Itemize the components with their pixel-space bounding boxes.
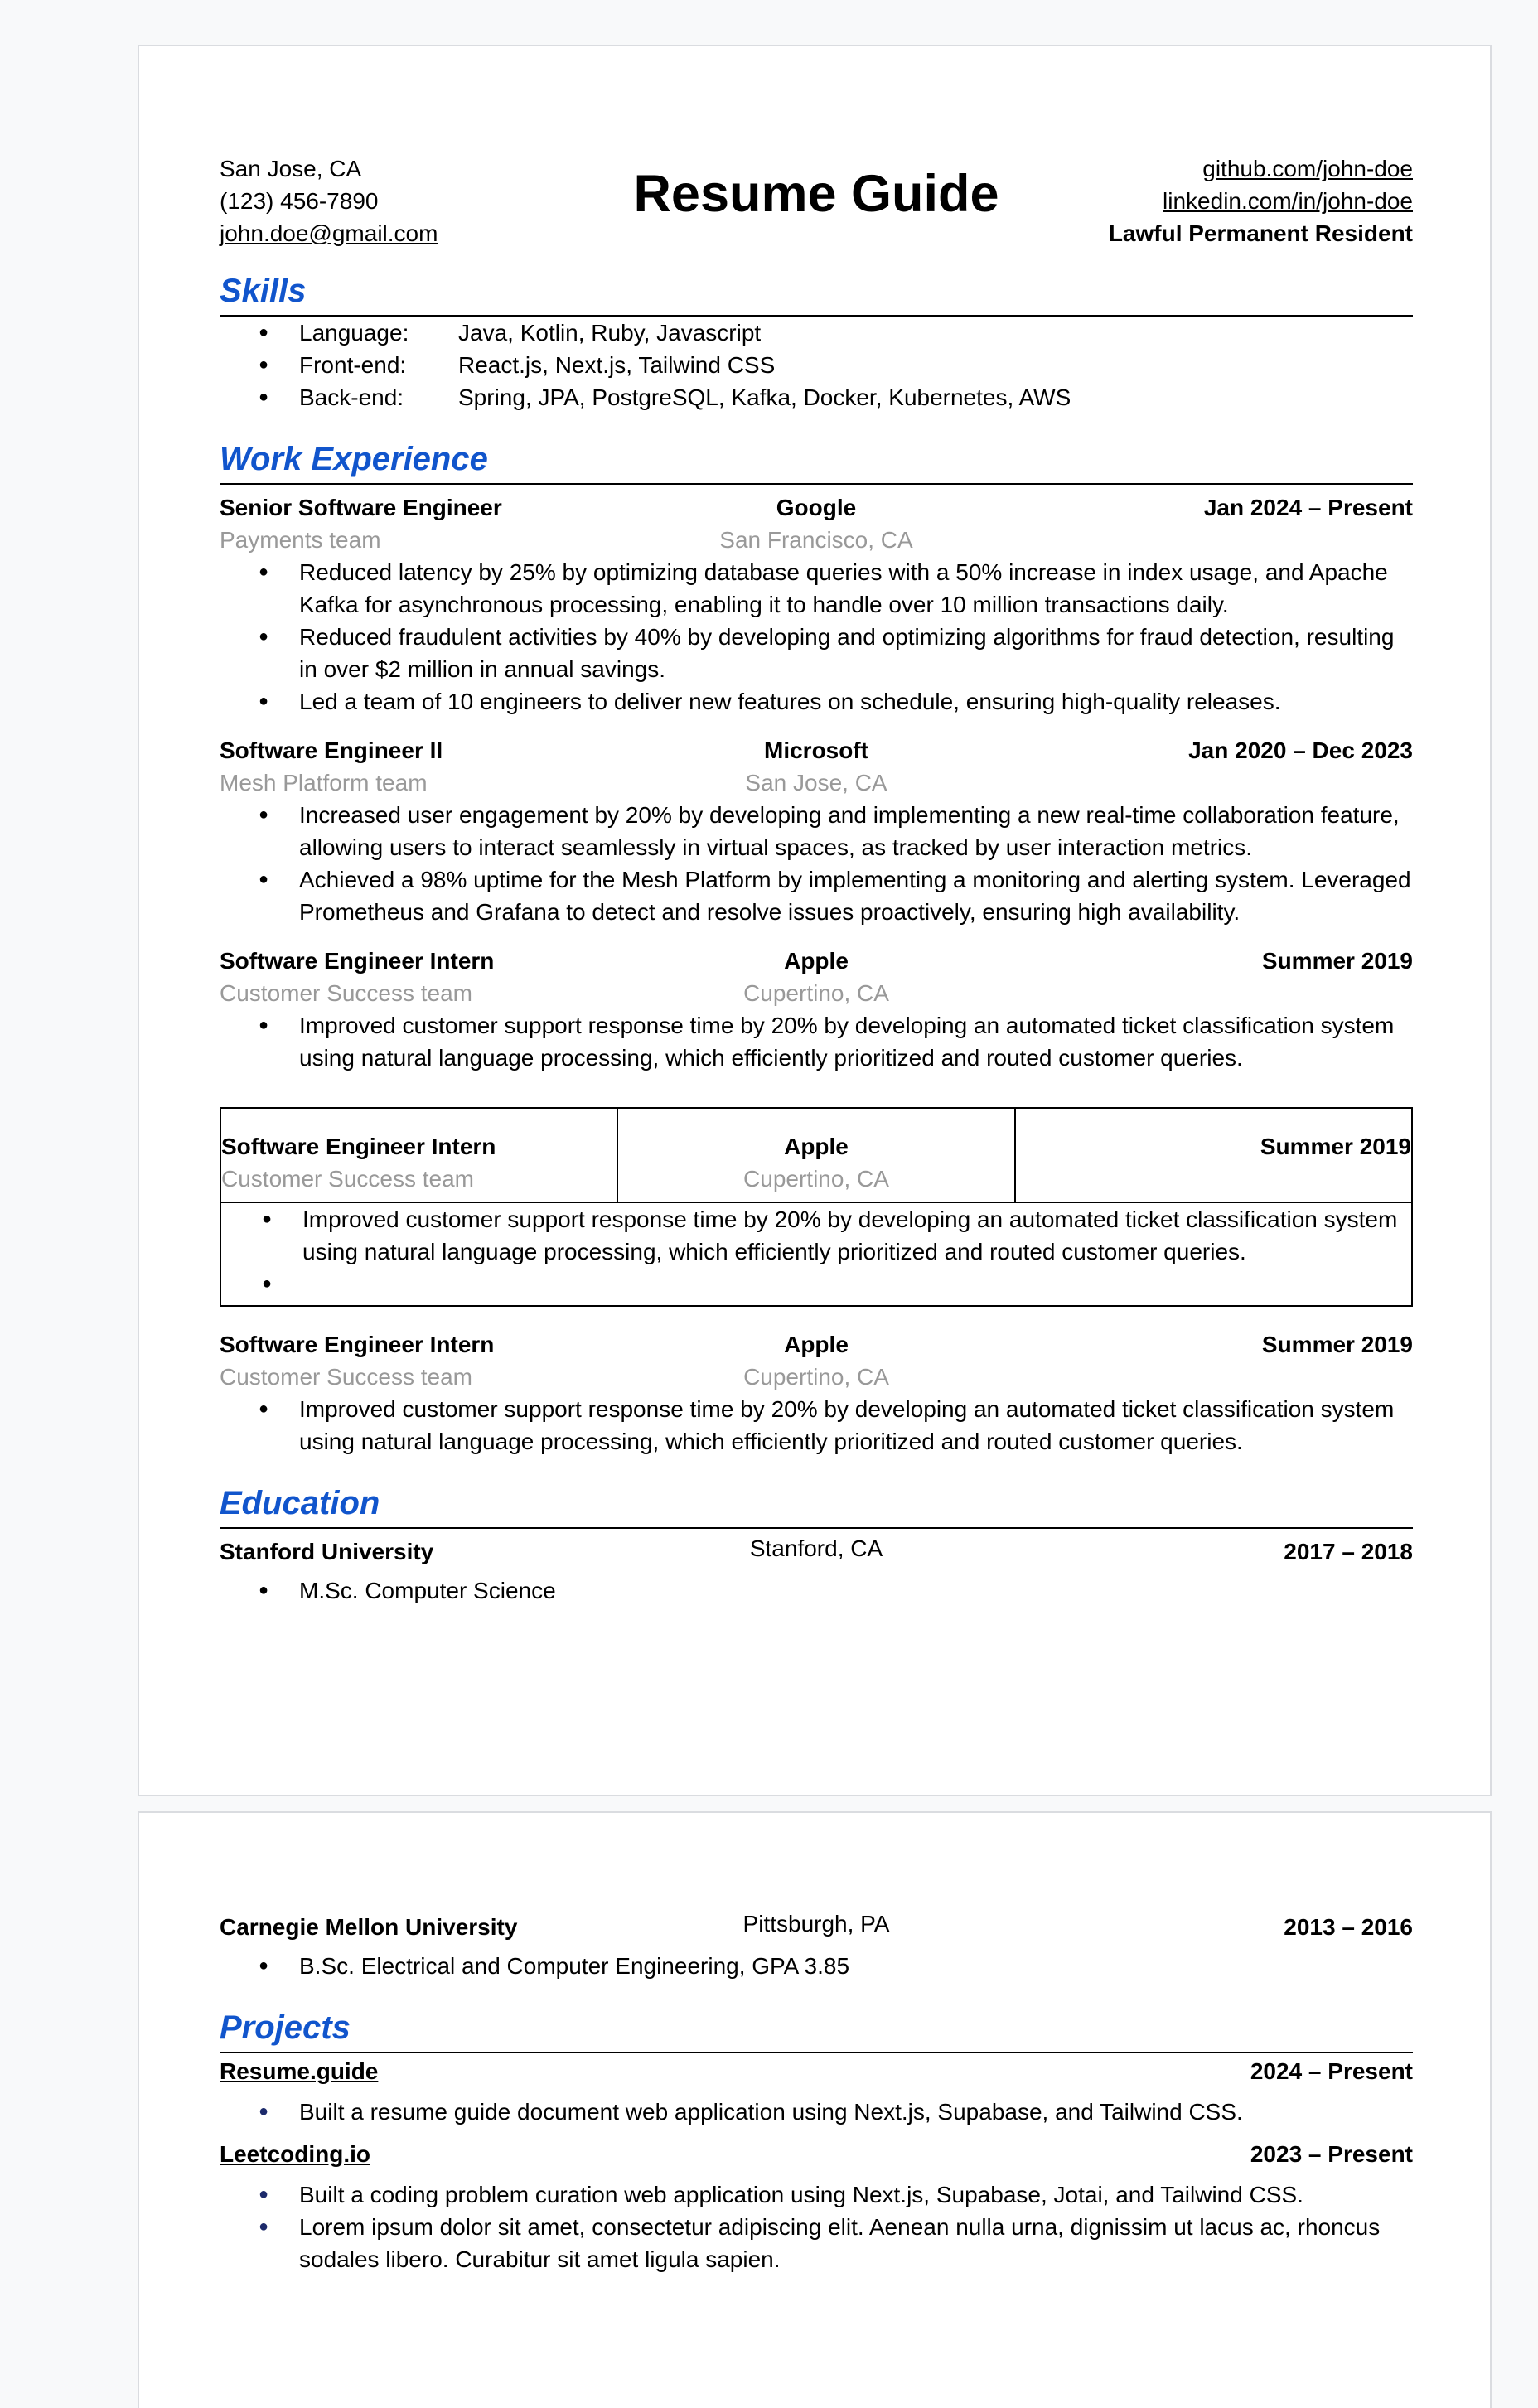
location-text: San Jose, CA xyxy=(220,156,362,181)
skill-item xyxy=(220,349,1413,381)
job-location: Cupertino, CA xyxy=(743,1364,889,1390)
project-bullet: ● Lorem ipsum dolor sit amet, consectetur adipiscing elit. Aenean nulla urna, dignissim ut lacus ac, rhoncus sodales libero. Curabitur sit amet ligula sapien. xyxy=(220,2211,1413,2275)
school-location: Stanford, CA xyxy=(749,1535,883,1561)
job-table[interactable] xyxy=(220,1107,1413,1307)
project-link[interactable]: Leetcoding.io xyxy=(220,2141,370,2167)
job-bullet: ● Reduced latency by 25% by optimizing database queries with a 50% increase in index usage, and Apache Kafka for asynchronous processing, enabling it to handle over 10 million transactions daily. xyxy=(220,556,1413,621)
job-title-row xyxy=(220,734,1413,766)
school-dates: 2017 – 2018 xyxy=(1284,1539,1413,1564)
school-entry xyxy=(220,1911,1413,1982)
project-link[interactable]: Resume.guide xyxy=(220,2058,379,2084)
job-dates: Jan 2020 – Dec 2023 xyxy=(1188,737,1413,763)
job-company: Apple xyxy=(784,948,849,974)
job-bullet: ● Improved customer support response time by 20% by developing an automated ticket classification system using natural language processing, which efficiently prioritized and routed customer queries. xyxy=(220,1393,1413,1458)
skills-heading-text: Skills xyxy=(220,273,307,309)
project-dates: 2023 – Present xyxy=(1250,2141,1413,2167)
job-sub-row xyxy=(220,524,1413,556)
job-bullet: ● Achieved a 98% uptime for the Mesh Platform by implementing a monitoring and alerting system. Leveraged Prometheus and Grafana to detect and resolve issues proactively, ensuring high availability. xyxy=(220,863,1413,928)
skills-heading xyxy=(220,264,1413,317)
skill-label: ● Back-end: xyxy=(299,384,404,410)
document-page-1[interactable] xyxy=(138,45,1492,1796)
job-entry xyxy=(220,945,1413,1074)
job-bullet: ● Improved customer support response time by 20% by developing an automated ticket classification system using natural language processing, which efficiently prioritized and routed customer queries. xyxy=(221,1203,1411,1268)
job-team: Payments team xyxy=(220,527,381,553)
job-bullets xyxy=(220,799,1413,928)
job-table-body[interactable] xyxy=(221,1203,1411,1305)
skill-value: React.js, Next.js, Tailwind CSS xyxy=(458,352,776,378)
job-team: Customer Success team xyxy=(220,980,472,1006)
job-location: Cupertino, CA xyxy=(743,980,889,1006)
job-company: Microsoft xyxy=(764,737,868,763)
job-location: Cupertino, CA xyxy=(743,1166,889,1192)
job-location: San Francisco, CA xyxy=(719,527,913,553)
job-company: Google xyxy=(776,495,857,520)
work-heading xyxy=(220,432,1413,485)
job-sub-row xyxy=(220,977,1413,1009)
job-dates: Summer 2019 xyxy=(1261,948,1413,974)
job-bullet: ● Reduced fraudulent activities by 40% by developing and optimizing algorithms for fraud detection, resulting in over $2 million in annual savings. xyxy=(220,621,1413,685)
job-sub-row xyxy=(220,766,1413,799)
job-bullet-empty[interactable] xyxy=(221,1268,1411,1300)
job-sub-row xyxy=(220,1361,1413,1393)
page-1-content xyxy=(220,152,1413,1607)
project-row xyxy=(220,2055,1413,2087)
skill-value: Java, Kotlin, Ruby, Javascript xyxy=(458,320,762,346)
projects-heading-text: Projects xyxy=(220,2009,351,2046)
job-entry xyxy=(220,734,1413,928)
school-details xyxy=(220,1574,1413,1607)
job-bullets xyxy=(220,556,1413,718)
email-link[interactable]: john.doe@gmail.com xyxy=(220,220,438,246)
residency-status: Lawful Permanent Resident xyxy=(1108,220,1413,246)
contact-right xyxy=(1109,152,1413,249)
job-table-cell[interactable] xyxy=(221,1109,617,1202)
job-table-cell[interactable] xyxy=(1014,1109,1411,1202)
school-name: Carnegie Mellon University xyxy=(220,1914,518,1940)
job-table-cell[interactable] xyxy=(617,1109,1013,1202)
education-heading-text: Education xyxy=(220,1485,380,1521)
job-dates: Jan 2024 – Present xyxy=(1203,495,1413,520)
job-bullets xyxy=(220,1393,1413,1458)
job-dates: Summer 2019 xyxy=(1261,1332,1413,1357)
school-detail: ● B.Sc. Electrical and Computer Engineering, GPA 3.85 xyxy=(220,1950,1413,1982)
job-team: Customer Success team xyxy=(220,1364,472,1390)
skill-label: ● Front-end: xyxy=(299,352,407,378)
job-team: Mesh Platform team xyxy=(220,770,428,795)
skill-value: Spring, JPA, PostgreSQL, Kafka, Docker, Kubernetes, AWS xyxy=(458,384,1071,410)
school-entry xyxy=(220,1535,1413,1607)
job-location: San Jose, CA xyxy=(745,770,887,795)
job-entry xyxy=(220,1328,1413,1458)
job-bullet: ● Increased user engagement by 20% by developing and implementing a new real-time collaboration feature, allowing users to interact seamlessly in virtual spaces, as tracked by user interaction metrics. xyxy=(220,799,1413,863)
job-bullet: ● Improved customer support response time by 20% by developing an automated ticket classification system using natural language processing, which efficiently prioritized and routed customer queries. xyxy=(220,1009,1413,1074)
school-detail: ● M.Sc. Computer Science xyxy=(220,1574,1413,1607)
education-heading xyxy=(220,1476,1413,1529)
school-location: Pittsburgh, PA xyxy=(742,1911,890,1937)
page-title: Resume Guide xyxy=(633,165,999,223)
skills-list xyxy=(220,317,1413,413)
document-page-2[interactable] xyxy=(138,1811,1492,2408)
project-entry xyxy=(220,2055,1413,2128)
job-bullets xyxy=(221,1203,1411,1300)
job-company: Apple xyxy=(784,1332,849,1357)
school-dates: 2013 – 2016 xyxy=(1284,1914,1413,1940)
job-dates: Summer 2019 xyxy=(1260,1134,1411,1159)
phone-text: (123) 456-7890 xyxy=(220,188,379,214)
project-entry xyxy=(220,2138,1413,2275)
school-name: Stanford University xyxy=(220,1539,434,1564)
project-dates: 2024 – Present xyxy=(1250,2058,1413,2084)
job-entry xyxy=(220,491,1413,718)
job-title: Software Engineer Intern xyxy=(220,1332,495,1357)
project-bullets xyxy=(220,2178,1413,2275)
job-title: Senior Software Engineer xyxy=(220,495,502,520)
linkedin-link[interactable]: linkedin.com/in/john-doe xyxy=(1163,188,1413,214)
job-title-row xyxy=(220,491,1413,524)
page-2-content xyxy=(220,1904,1413,2275)
job-bullet: ● Led a team of 10 engineers to deliver new features on schedule, ensuring high-quality releases. xyxy=(220,685,1413,718)
github-link[interactable]: github.com/john-doe xyxy=(1202,156,1413,181)
job-company: Apple xyxy=(784,1134,849,1159)
job-bullets xyxy=(220,1009,1413,1074)
job-title: Software Engineer II xyxy=(220,737,443,763)
job-title: Software Engineer Intern xyxy=(221,1134,496,1159)
school-row xyxy=(220,1535,1413,1568)
project-row xyxy=(220,2138,1413,2170)
project-bullet: ● Built a coding problem curation web application using Next.js, Supabase, Jotai, and Tailwind CSS. xyxy=(220,2178,1413,2211)
school-row xyxy=(220,1911,1413,1943)
job-table-header-row xyxy=(221,1109,1411,1203)
skill-label: ● Language: xyxy=(299,320,409,346)
skill-item xyxy=(220,381,1413,413)
school-details xyxy=(220,1950,1413,1982)
projects-heading xyxy=(220,2000,1413,2053)
work-heading-text: Work Experience xyxy=(220,441,488,477)
project-bullets xyxy=(220,2096,1413,2128)
project-bullet: ● Built a resume guide document web application using Next.js, Supabase, and Tailwind CSS. xyxy=(220,2096,1413,2128)
job-title: Software Engineer Intern xyxy=(220,948,495,974)
job-team: Customer Success team xyxy=(221,1166,474,1192)
resume-header xyxy=(220,152,1413,245)
job-title-row xyxy=(220,945,1413,977)
skill-item xyxy=(220,317,1413,349)
job-title-row xyxy=(220,1328,1413,1361)
